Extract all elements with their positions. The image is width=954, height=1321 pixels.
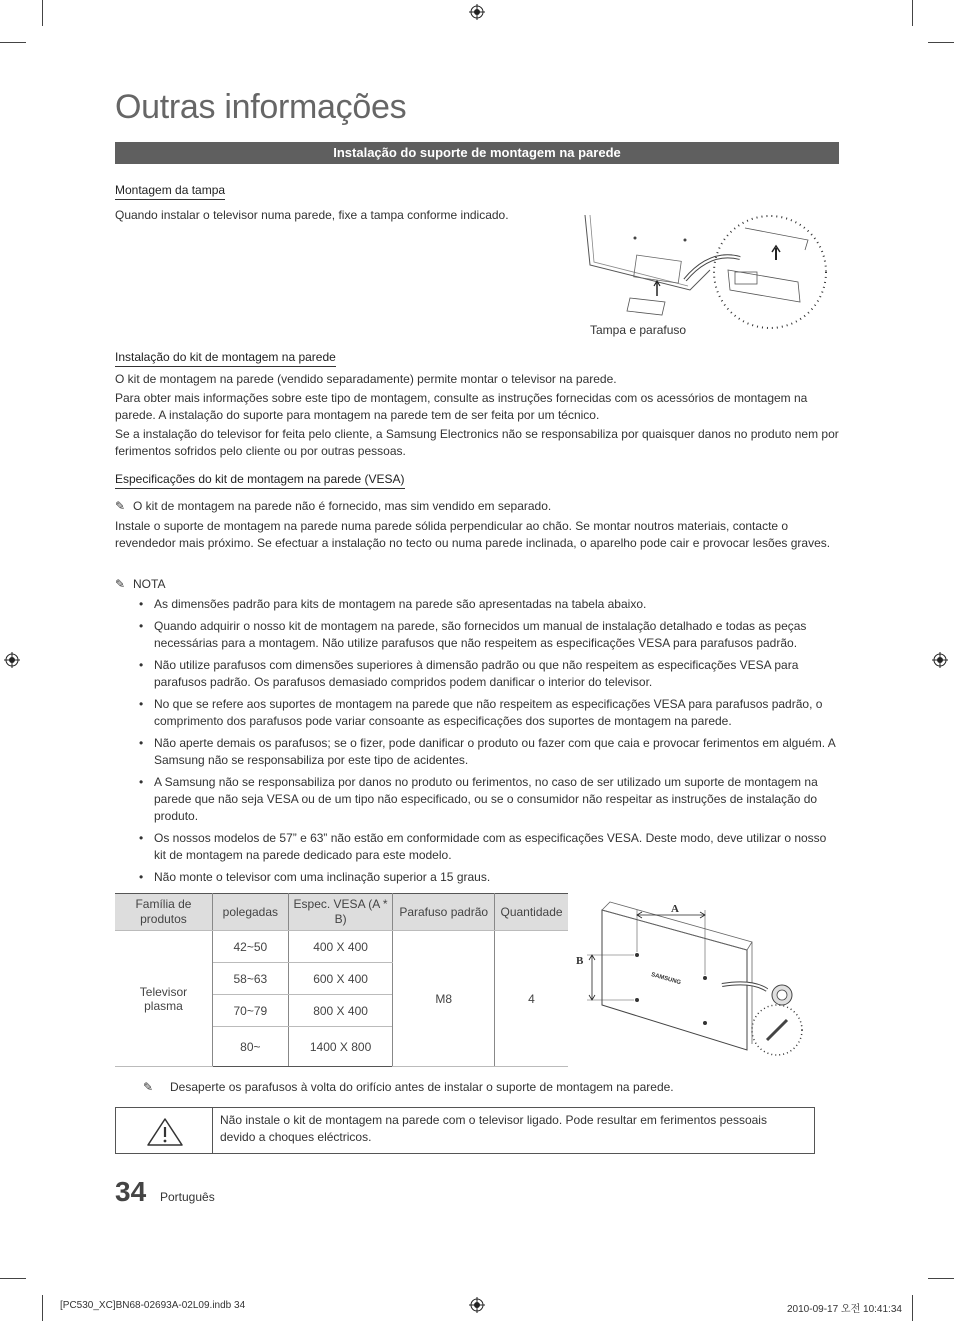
- table-cell-quantity: 4: [495, 931, 568, 1067]
- vesa-note-label-text: NOTA: [133, 577, 166, 591]
- vesa-note-label: [115, 576, 165, 593]
- wallmount-paragraph-1: O kit de montagem na parede (vendido separadamente) permite montar o televisor na parede.: [115, 372, 617, 386]
- warning-separator: [212, 1108, 213, 1153]
- list-item: • Não utilize parafusos com dimensões superiores à dimensão padrão ou que não respeitem as especificações VESA para parafusos padrão. Os parafusos demasiado compridos podem danificar o interior do televisor.: [139, 657, 839, 691]
- list-item: • Quando adquirir o nosso kit de montagem na parede, são fornecidos um manual de instalação detalhado e todas as peças necessárias para a montagem. Não utilize parafusos que não respeitem as especificações VESA para parafusos padrão.: [139, 618, 839, 652]
- table-header-row: [115, 894, 568, 931]
- crop-mark: [912, 0, 913, 26]
- warning-text: Não instale o kit de montagem na parede com o televisor ligado. Pode resultar em ferimentos pessoais devido a choques eléctricos.: [220, 1113, 767, 1144]
- crop-mark: [0, 42, 26, 43]
- crop-mark: [42, 1295, 43, 1321]
- registration-mark-icon: [469, 4, 485, 20]
- table-header: Família de produtos: [115, 894, 212, 931]
- wallmount-heading: Instalação do kit de montagem na parede: [115, 350, 336, 367]
- vesa-note-1-text: O kit de montagem na parede não é fornecido, mas sim vendido em separado.: [133, 499, 552, 513]
- table-note: [143, 1079, 843, 1096]
- list-item: • Não aperte demais os parafusos; se o fizer, pode danificar o produto ou fazer com que caia e provocar ferimentos em alguém. A Samsung não se responsabiliza por este tipo de acidentes.: [139, 735, 839, 769]
- vesa-paragraph: Instale o suporte de montagem na parede numa parede sólida perpendicular ao chão. Se montar noutros materiais, contacte o revendedor mais próximo. Se efectuar a instalação no tecto ou numa parede inclinada, o aparelho pode cair e provocar lesões graves.: [115, 519, 831, 550]
- list-item: • Não monte o televisor com uma inclinação superior a 15 graus.: [139, 869, 839, 886]
- table-header: polegadas: [212, 894, 288, 931]
- section-title: Instalação do suporte de montagem na parede: [115, 142, 839, 164]
- table-note-text: Desaperte os parafusos à volta do orifício antes de instalar o suporte de montagem na parede.: [170, 1080, 674, 1094]
- note-pencil-icon: ✎: [115, 577, 126, 591]
- cover-figure-caption: Tampa e parafuso: [590, 323, 687, 337]
- cover-heading: Montagem da tampa: [115, 183, 225, 200]
- page-number: 34: [115, 1176, 147, 1207]
- wallmount-paragraph-3: Se a instalação do televisor for feita pelo cliente, a Samsung Electronics não se responsabiliza por quaisquer danos no produto nem por ferimentos sofridos pelo cliente ou por outras pessoas.: [115, 427, 839, 458]
- table-cell: 400 X 400: [288, 931, 393, 963]
- vesa-table: [115, 893, 568, 1067]
- table-cell: 70~79: [212, 995, 288, 1027]
- crop-mark: [928, 42, 954, 43]
- table-row: [115, 931, 568, 963]
- footer-timestamp: 2010-09-17 오전 10:41:34: [787, 1304, 902, 1315]
- crop-mark: [912, 1295, 913, 1321]
- page-title: Outras informações: [115, 88, 407, 126]
- table-cell: 80~: [212, 1027, 288, 1067]
- vesa-heading: Especificações do kit de montagem na parede (VESA): [115, 472, 405, 489]
- vesa-note-1: [115, 498, 840, 515]
- list-item: • As dimensões padrão para kits de montagem na parede são apresentadas na tabela abaixo.: [139, 596, 839, 613]
- table-cell: 42~50: [212, 931, 288, 963]
- list-item: • A Samsung não se responsabiliza por danos no produto ou ferimentos, no caso de ser utilizado um suporte de montagem na parede que não seja VESA ou de um tipo não especificado, ou se o consumidor não respeitar as instruções de instalação do produto.: [139, 774, 839, 825]
- vesa-bullet-list: [139, 596, 839, 891]
- cover-text: Quando instalar o televisor numa parede, fixe a tampa conforme indicado.: [115, 208, 509, 222]
- table-header: Espec. VESA (A * B): [288, 894, 393, 931]
- table-cell: 800 X 400: [288, 995, 393, 1027]
- dimension-label-a: A: [671, 903, 679, 915]
- dimension-label-b: B: [576, 955, 584, 967]
- list-item: • Os nossos modelos de 57” e 63” não estão em conformidade com as especificações VESA. Deste modo, deve utilizar o nosso kit de montagem na parede dedicado para este modelo.: [139, 830, 839, 864]
- registration-mark-icon: [932, 652, 948, 668]
- crop-mark: [42, 0, 43, 26]
- brand-logo: SAMSUNG: [650, 972, 682, 987]
- registration-mark-icon: [4, 652, 20, 668]
- footer-file-info: [PC530_XC]BN68-02693A-02L09.indb 34: [60, 1300, 246, 1311]
- cover-illustration: [580, 210, 830, 335]
- wallmount-paragraph-2: Para obter mais informações sobre este tipo de montagem, consulte as instruções fornecidas com os acessórios de montagem na parede. A instalação do suporte para montagem na parede tem de ser feita por um técnico.: [115, 391, 808, 422]
- page-language: Português: [160, 1190, 215, 1204]
- list-item: • No que se refere aos suportes de montagem na parede que não respeitem as especificações VESA para parafusos padrão, o comprimento dos parafusos pode variar consoante as especificações dos suportes de montagem na parede.: [139, 696, 839, 730]
- table-cell-screw: M8: [393, 931, 495, 1067]
- warning-triangle-icon: [146, 1117, 184, 1147]
- table-cell: 600 X 400: [288, 963, 393, 995]
- table-cell: 58~63: [212, 963, 288, 995]
- note-pencil-icon: ✎: [143, 1080, 154, 1094]
- table-cell-family: Televisor plasma: [115, 931, 212, 1067]
- table-header: Quantidade: [495, 894, 568, 931]
- crop-mark: [0, 1278, 26, 1279]
- table-cell: 1400 X 800: [288, 1027, 393, 1067]
- tv-back-illustration: [572, 890, 812, 1060]
- warning-box: [115, 1107, 815, 1154]
- registration-mark-icon: [469, 1297, 485, 1313]
- table-header: Parafuso padrão: [393, 894, 495, 931]
- crop-mark: [928, 1278, 954, 1279]
- note-pencil-icon: ✎: [115, 499, 126, 513]
